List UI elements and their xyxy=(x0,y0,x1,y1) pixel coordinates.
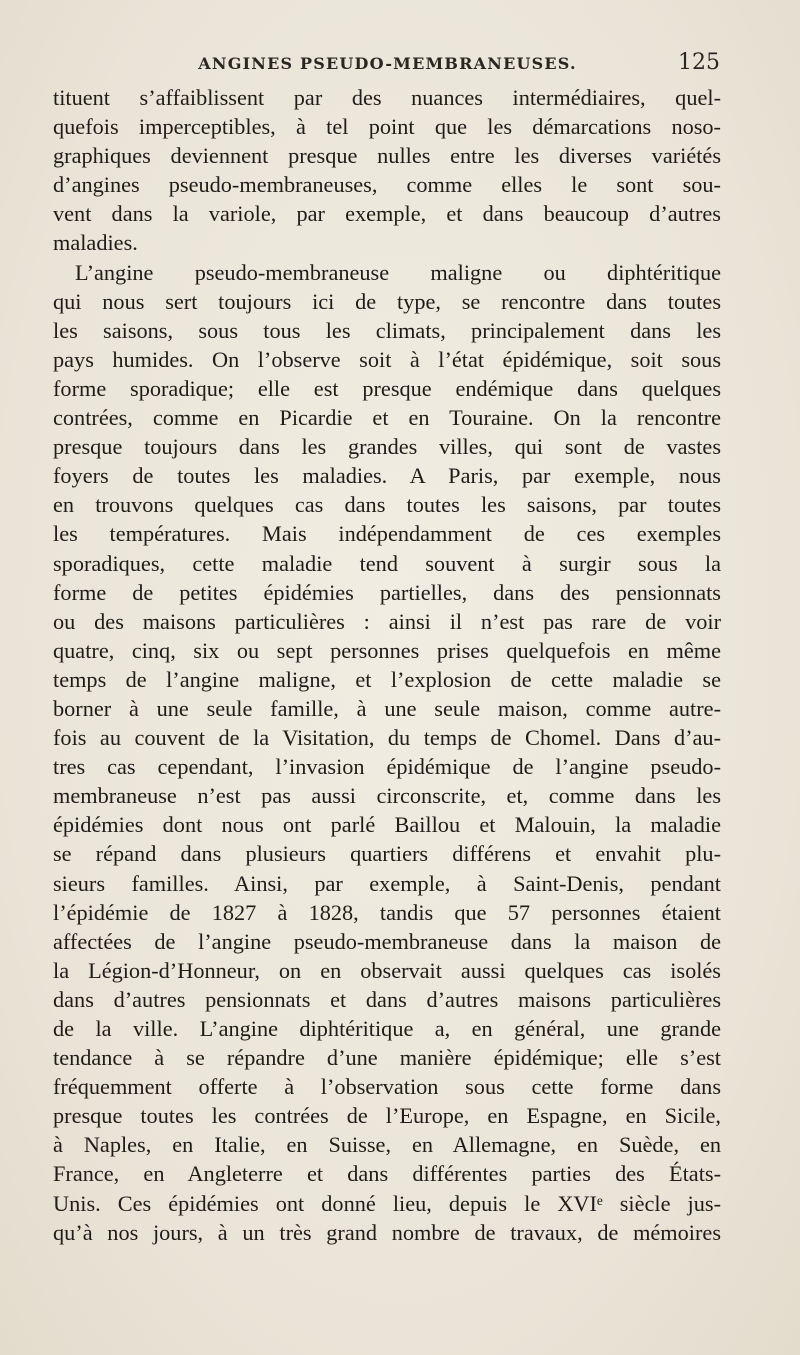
text-line: la Légion-d’Honneur, on en observait aussi quelques cas isolés xyxy=(53,957,721,983)
text-line: membraneuse n’est pas aussi circonscrite, et, comme dans les xyxy=(53,783,721,809)
text-line: qui nous sert toujours ici de type, se rencontre dans toutes xyxy=(53,288,721,314)
text-line: à Naples, en Italie, en Suisse, en Allemagne, en Suède, en xyxy=(53,1132,721,1158)
text-line: Unis. Ces épidémies ont donné lieu, depuis le XVIᵉ siècle jus- xyxy=(53,1190,721,1216)
running-header xyxy=(55,50,720,80)
text-line: presque toutes les contrées de l’Europe, en Espagne, en Sicile, xyxy=(53,1103,721,1129)
text-line: borner à une seule famille, à une seule maison, comme autre- xyxy=(53,695,721,721)
text-line: de la ville. L’angine diphtéritique a, en général, une grande xyxy=(53,1016,721,1041)
text-line: sporadiques, cette maladie tend souvent à surgir sous la xyxy=(53,550,721,576)
text-line: France, en Angleterre et dans différentes parties des États- xyxy=(53,1161,721,1187)
text-line: tendance à se répandre d’une manière épidémique; elle s’est xyxy=(53,1045,721,1071)
text-line: forme de petites épidémies partielles, dans des pensionnats xyxy=(53,579,721,605)
text-line: tres cas cependant, l’invasion épidémique de l’angine pseudo- xyxy=(53,754,721,780)
text-line: maladies. xyxy=(53,230,138,256)
text-line: épidémies dont nous ont parlé Baillou et Malouin, la maladie xyxy=(53,812,721,838)
text-line: dans d’autres pensionnats et dans d’autres maisons particulières xyxy=(53,986,721,1012)
text-line: L’angine pseudo-membraneuse maligne ou diphtéritique xyxy=(75,259,721,285)
text-line: fois au couvent de la Visitation, du temps de Chomel. Dans d’au- xyxy=(53,725,721,751)
text-line: d’angines pseudo-membraneuses, comme elles le sont sou- xyxy=(53,172,721,198)
text-line: l’épidémie de 1827 à 1828, tandis que 57 personnes étaient xyxy=(53,899,721,925)
text-line: foyers de toutes les maladies. A Paris, par exemple, nous xyxy=(53,463,721,489)
text-line: pays humides. On l’observe soit à l’état épidémique, soit sous xyxy=(53,346,721,372)
text-line: se répand dans plusieurs quartiers différens et envahit plu- xyxy=(53,841,721,867)
body-text xyxy=(53,83,721,1247)
text-line: forme sporadique; elle est presque endémique dans quelques xyxy=(53,375,721,401)
text-line: quatre, cinq, six ou sept personnes prises quelquefois en même xyxy=(53,637,721,663)
running-title: ANGINES PSEUDO-MEMBRANEUSES. xyxy=(198,54,577,73)
text-line: ou des maisons particulières : ainsi il n’est pas rare de voir xyxy=(53,608,721,634)
text-line: graphiques deviennent presque nulles entre les diverses variétés xyxy=(53,143,721,169)
text-line: les saisons, sous tous les climats, principalement dans les xyxy=(53,317,721,343)
text-line: contrées, comme en Picardie et en Touraine. On la rencontre xyxy=(53,405,721,431)
paragraph-2 xyxy=(53,258,721,1247)
paragraph-1 xyxy=(53,83,721,258)
text-line: sieurs familles. Ainsi, par exemple, à Saint-Denis, pendant xyxy=(53,870,721,896)
text-line: fréquemment offerte à l’observation sous cette forme dans xyxy=(53,1074,721,1100)
text-line: en trouvons quelques cas dans toutes les saisons, par toutes xyxy=(53,492,721,518)
text-line: affectées de l’angine pseudo-membraneuse dans la maison de xyxy=(53,928,721,954)
text-line: tituent s’affaiblissent par des nuances intermédiaires, quel- xyxy=(53,85,721,110)
text-line: presque toujours dans les grandes villes, qui sont de vastes xyxy=(53,434,721,460)
text-line: vent dans la variole, par exemple, et dans beaucoup d’autres xyxy=(53,201,721,227)
text-line: temps de l’angine maligne, et l’explosion de cette maladie se xyxy=(53,666,721,692)
text-line: quefois imperceptibles, à tel point que les démarcations noso- xyxy=(53,114,721,140)
page-number: 125 xyxy=(678,50,720,75)
text-line: qu’à nos jours, à un très grand nombre de travaux, de mémoires xyxy=(53,1219,721,1245)
text-line: les températures. Mais indépendamment de ces exemples xyxy=(53,521,721,547)
